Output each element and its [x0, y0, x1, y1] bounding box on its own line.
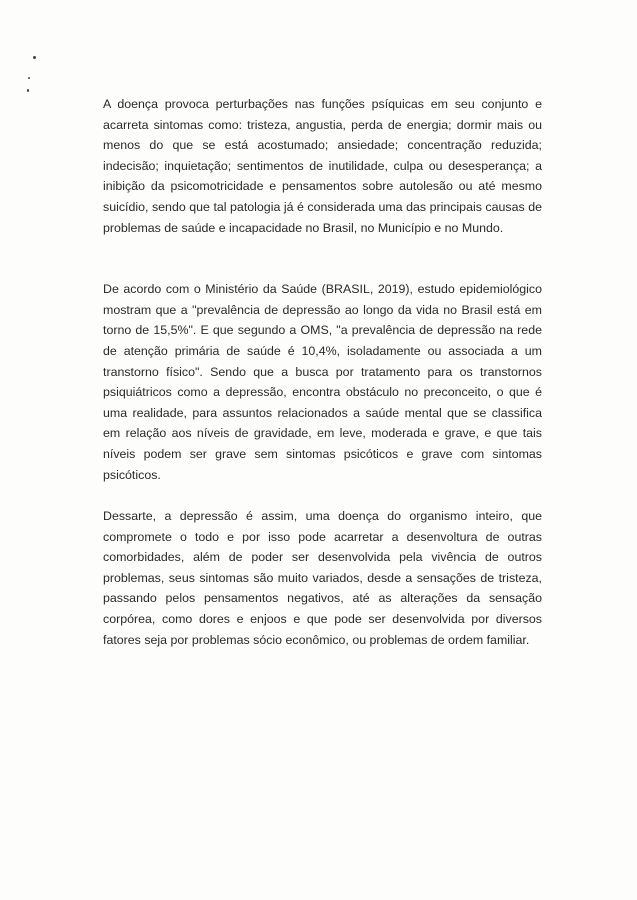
scan-speck — [33, 56, 36, 59]
paragraph: De acordo com o Ministério da Saúde (BRASIL, 2019), estudo epidemiológico mostram que a "prevalência de depressão ao longo da vida no Brasil está em torno de 15,5%". E que segundo a OMS, "a prevalência de depressão na rede de atenção primária de saúde é 10,4%, isoladamente ou associada a um transtorno físico". Sendo que a busca por tratamento para os transtornos psiquiátricos como a depressão, encontra obstáculo no preconceito, o que é uma realidade, para assuntos relacionados a saúde mental que se classifica em relação aos níveis de gravidade, em leve, moderada e grave, e que tais níveis podem ser grave sem sintomas psicóticos e grave com sintomas psicóticos. — [103, 282, 542, 482]
paragraph: A doença provoca perturbações nas funções psíquicas em seu conjunto e acarreta sintomas como: tristeza, angustia, perda de energia; dormir mais ou menos do que se está acostumado; ansiedade; concentração reduzida; indecisão; inquietação; sentimentos de inutilidade, culpa ou desesperança; a inibição da psicomotricidade e pensamentos sobre autolesão ou até mesmo suicídio, sendo que tal patologia já é considerada uma das principais causas de problemas de saúde e incapacidade no Brasil, no Município e no Mundo. — [103, 97, 542, 235]
document-body — [103, 94, 542, 650]
paragraph: Dessarte, a depressão é assim, uma doença do organismo inteiro, que compromete o todo e por isso pode acarretar a desenvoltura de outras comorbidades, além de poder ser desenvolvida pela vivência de outros problemas, seus sintomas são muito variados, desde a sensações de tristeza, passando pelos pensamentos negativos, até as alterações da sensação corpórea, como dores e enjoos e que pode ser desenvolvida por diversos fatores seja por problemas sócio econômico, ou problemas de ordem familiar. — [103, 509, 542, 647]
scan-speck — [28, 77, 30, 79]
scan-speck — [27, 89, 29, 92]
